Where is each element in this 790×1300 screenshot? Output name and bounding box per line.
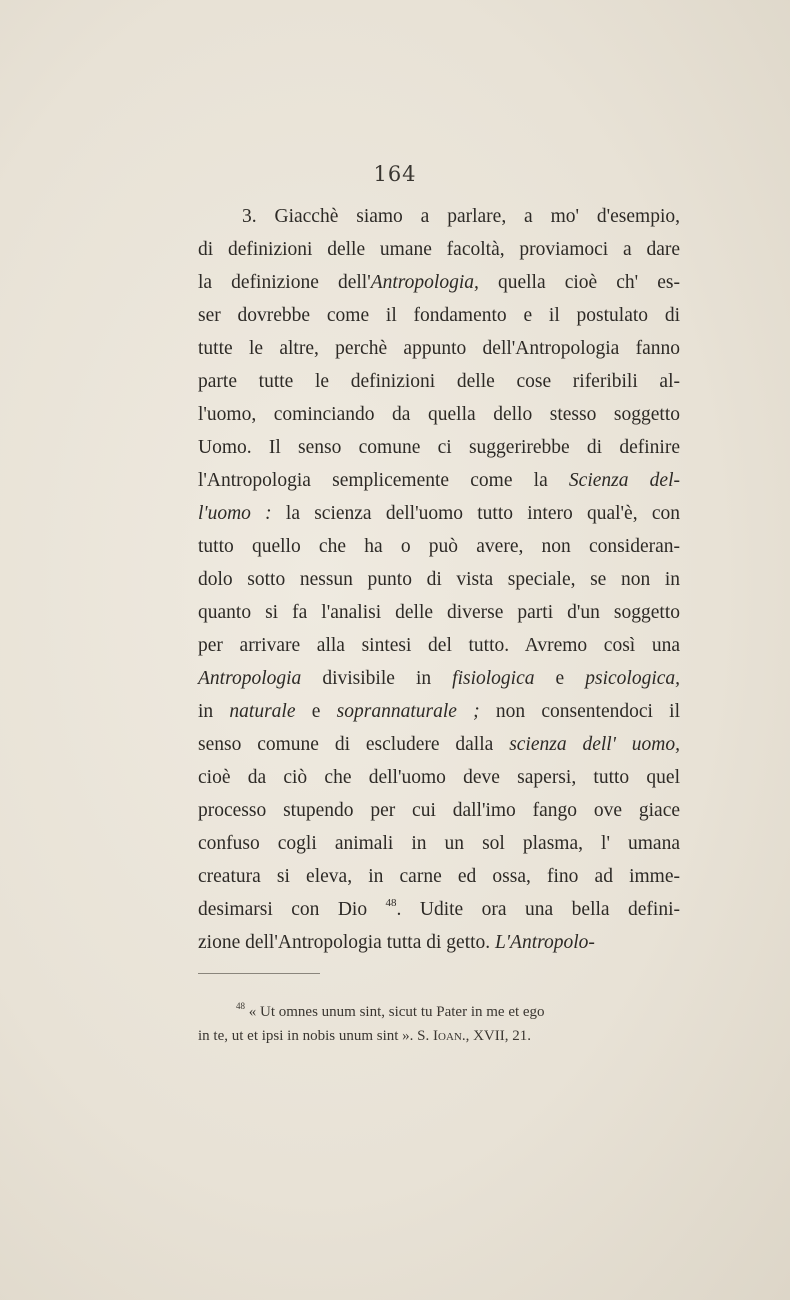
footnote-divider [198,973,320,974]
italic-term: soprannaturale ; [336,701,480,722]
text-line: per arrivare alla sintesi del tutto. Avremo così una [198,635,680,656]
text-span: , XVII, 21. [465,1028,531,1044]
citation-author: Ioan. [433,1028,466,1044]
text-line: ser dovrebbe come il fondamento e il postulato di [198,305,680,326]
text-line: tutto quello che ha o può avere, non consideran- [198,536,680,557]
text-span: « Ut omnes unum sint, sicut tu Pater in me et ego [245,1004,545,1020]
text-line [198,464,680,497]
text-span: senso comune di escludere dalla [198,734,510,755]
text-span: l'Antropologia semplicemente come la [198,470,569,491]
italic-term: scienza dell' uomo, [509,734,680,755]
page-number: 164 [373,162,417,186]
footnote-marker: 48 [236,1001,245,1011]
italic-term: naturale [229,701,296,722]
footnote-line [198,1024,680,1048]
text-line [198,497,680,530]
text-span: in [198,701,230,722]
text-span: . Udite ora una bella defini- [396,899,681,920]
text-line: processo stupendo per cui dall'imo fango ove giace [198,800,680,821]
text-span: e [295,701,337,722]
text-line [198,695,680,728]
text-span: divisibile in [301,668,453,689]
text-line: creatura si eleva, in carne ed ossa, fino ad imme- [198,866,680,887]
text-line: tutte le altre, perchè appunto dell'Antropologia fanno [198,338,680,359]
text-line [198,662,680,695]
text-line: cioè da ciò che dell'uomo deve sapersi, tutto quel [198,767,680,788]
text-line: di definizioni delle umane facoltà, proviamoci a dare [198,239,680,260]
footnote-line [198,1000,680,1024]
text-span: la scienza dell'uomo tutto intero qual'è, con [271,503,680,524]
body-paragraph [198,200,680,959]
text-line: confuso cogli animali in un sol plasma, l' umana [198,833,680,854]
text-line [198,926,680,959]
text-span: e [534,668,586,689]
italic-term: Scienza del- [568,470,680,491]
text-span: quella cioè ch' es- [478,272,680,293]
italic-term: fisiologica [452,668,535,689]
text-span: la definizione dell' [198,272,371,293]
italic-term: Antropologia, [370,272,479,293]
text-line: 3. Giacchè siamo a parlare, a mo' d'esempio, [242,206,680,227]
text-line [198,266,680,299]
text-span: zione dell'Antropologia tutta di getto. [198,932,496,953]
text-line: quanto si fa l'analisi delle diverse parti d'un soggetto [198,602,680,623]
text-span: desimarsi con Dio [198,899,386,920]
italic-term: L'Antropolo- [495,932,595,953]
text-line: dolo sotto nessun punto di vista speciale, se non in [198,569,680,590]
footnote [198,1000,680,1048]
text-line: Uomo. Il senso comune ci suggerirebbe di definire [198,437,680,458]
text-span: non consentendoci il [479,701,681,722]
footnote-reference: 48 [385,897,397,909]
italic-term: l'uomo : [198,503,272,524]
text-line [198,728,680,761]
text-line: parte tutte le definizioni delle cose riferibili al- [198,371,680,392]
text-line: l'uomo, cominciando da quella dello stesso soggetto [198,404,680,425]
text-line [198,893,680,926]
italic-term: Antropologia [198,668,302,689]
italic-term: psicologica, [585,668,681,689]
text-span: in te, ut et ipsi in nobis unum sint ». S. [198,1028,434,1044]
